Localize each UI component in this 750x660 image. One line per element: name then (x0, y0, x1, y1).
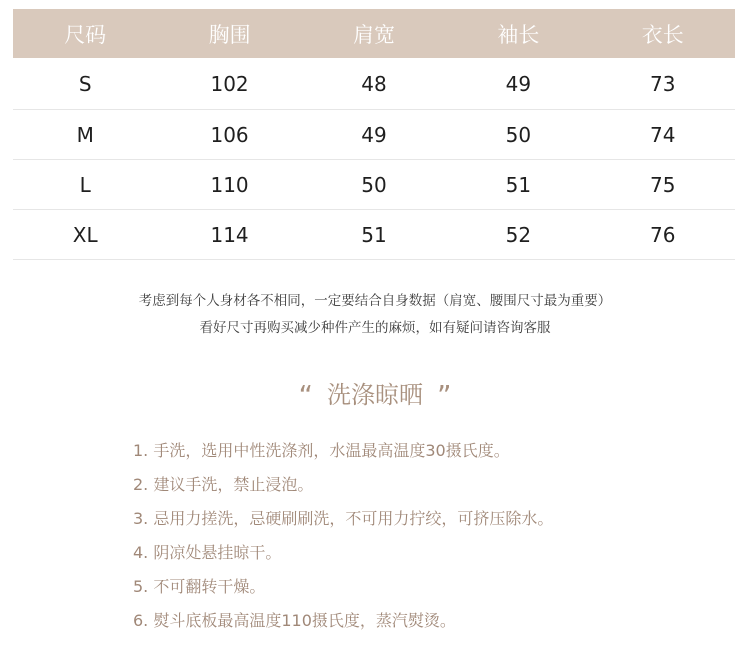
cell-length: 73 (591, 58, 735, 110)
cell-chest: 110 (157, 160, 301, 210)
list-item: 6. 熨斗底板最高温度110摄氏度，蒸汽熨烫。 (133, 611, 456, 630)
cell-length: 75 (591, 160, 735, 210)
list-item: 3. 忌用力搓洗，忌硬刷刷洗，不可用力拧绞，可挤压除水。 (133, 509, 554, 528)
cell-sleeve: 50 (446, 110, 590, 160)
list-item: 1. 手洗，选用中性洗涤剂，水温最高温度30摄氏度。 (133, 441, 510, 460)
cell-chest: 106 (157, 110, 301, 160)
cell-chest: 102 (157, 58, 301, 110)
size-chart-header-row (13, 9, 735, 58)
cell-shoulder: 51 (302, 210, 446, 260)
cell-sleeve: 51 (446, 160, 590, 210)
header-size: 尺码 (13, 9, 157, 58)
cell-sleeve: 49 (446, 58, 590, 110)
header-sleeve: 袖长 (446, 9, 590, 58)
list-item: 2. 建议手洗，禁止浸泡。 (133, 475, 314, 494)
care-section-title (0, 375, 750, 412)
cell-size: XL (13, 210, 157, 260)
table-row (13, 58, 735, 110)
header-length: 衣长 (591, 9, 735, 58)
cell-chest: 114 (157, 210, 301, 260)
cell-shoulder: 49 (302, 110, 446, 160)
cell-size: S (13, 58, 157, 110)
close-quote-mark: ” (437, 379, 452, 412)
cell-shoulder: 48 (302, 58, 446, 110)
table-row (13, 160, 735, 210)
cell-shoulder: 50 (302, 160, 446, 210)
table-row (13, 110, 735, 160)
size-advice-note-2: 看好尺寸再购买减少种件产生的麻烦，如有疑问请咨询客服 (199, 320, 551, 336)
list-item: 5. 不可翻转干燥。 (133, 577, 266, 596)
open-quote-mark: “ (298, 379, 313, 412)
care-instructions-list (133, 438, 553, 642)
cell-length: 76 (591, 210, 735, 260)
cell-size: M (13, 110, 157, 160)
header-shoulder: 肩宽 (302, 9, 446, 58)
cell-sleeve: 52 (446, 210, 590, 260)
size-chart-table (13, 9, 735, 260)
list-item: 4. 阴凉处悬挂晾干。 (133, 543, 282, 562)
cell-length: 74 (591, 110, 735, 160)
cell-size: L (13, 160, 157, 210)
table-row (13, 210, 735, 260)
size-advice-note: 考虑到每个人身材各不相同，一定要结合自身数据（肩宽、腰围尺寸最为重要） (138, 293, 612, 309)
header-chest: 胸围 (157, 9, 301, 58)
care-title-text: 洗涤晾晒 (327, 381, 423, 409)
